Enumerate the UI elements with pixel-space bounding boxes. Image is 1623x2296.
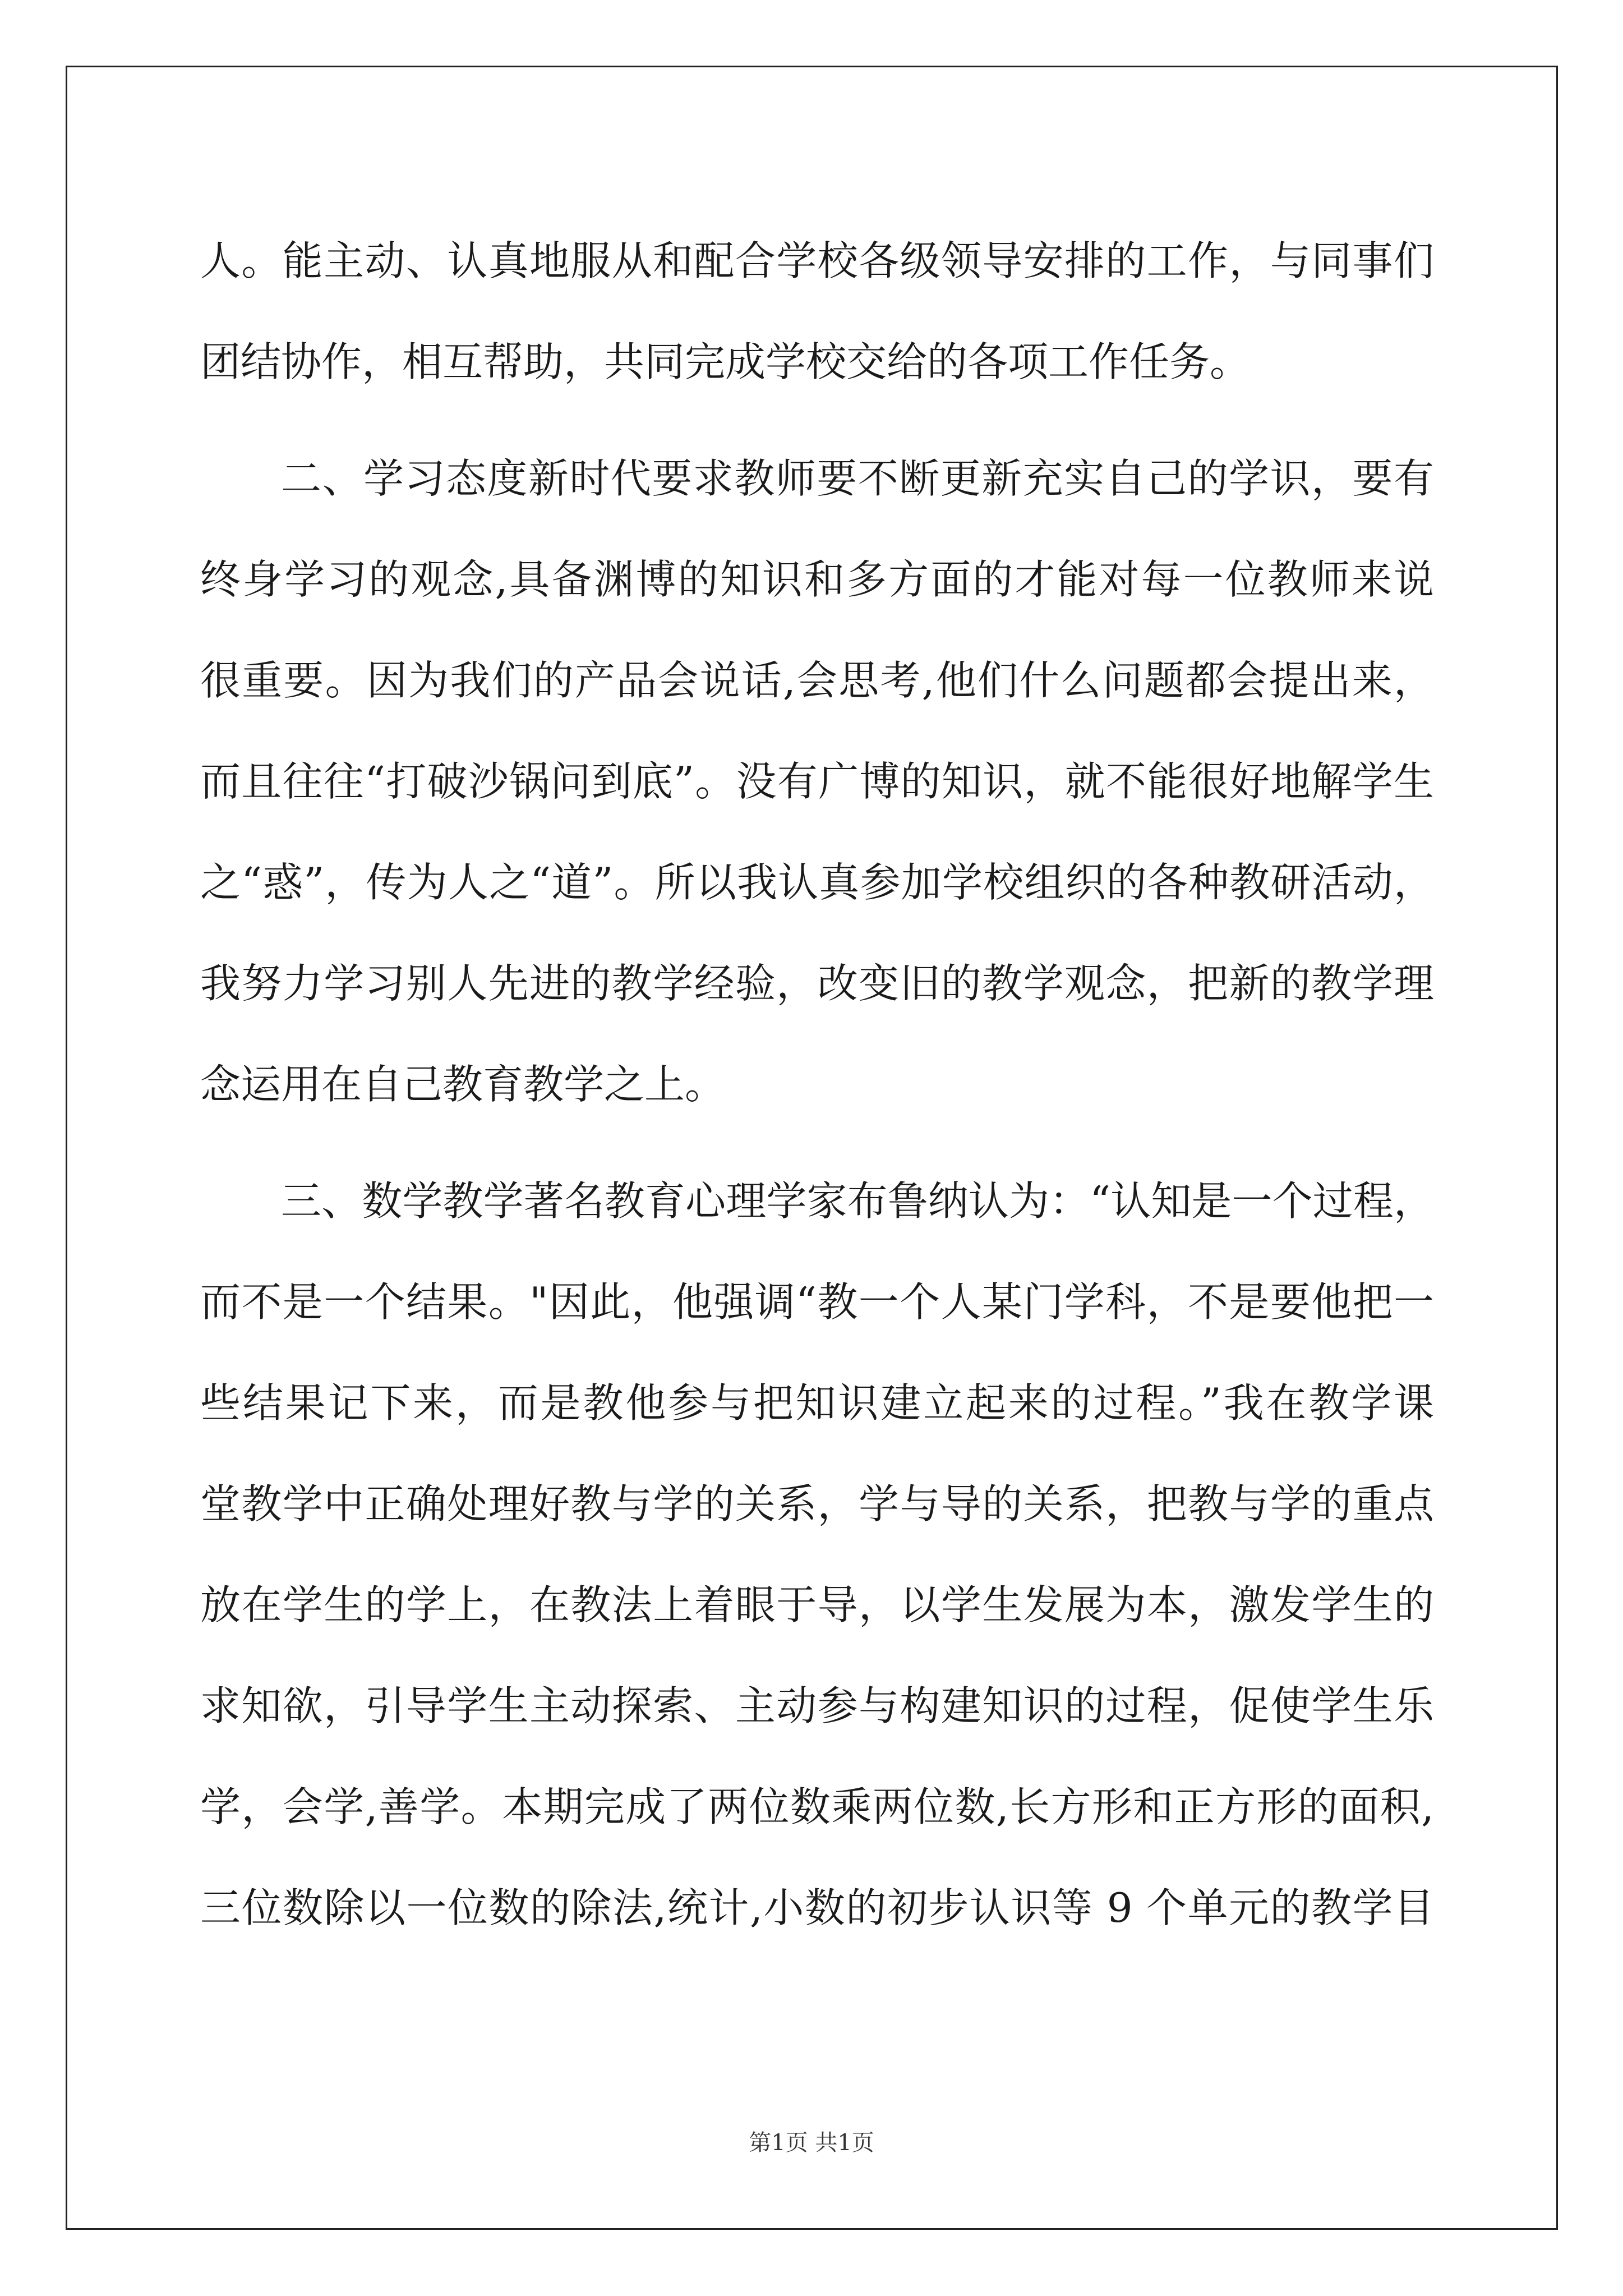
text-line: 念运用在自己教育教学之上。: [200, 1061, 726, 1108]
text-line: 而且往往“打破沙锅问到底”。没有广博的知识，就不能很好地解学生: [200, 758, 1434, 805]
page-number-footer: 第1页 共1页: [749, 2130, 874, 2156]
text-line: 之“惑”，传为人之“道”。所以我认真参加学校组织的各种教研活动，: [200, 859, 1434, 906]
text-line: 人。能主动、认真地服从和配合学校各级领导安排的工作，与同事们: [200, 237, 1434, 284]
text-line: 学，会学,善学。本期完成了两位数乘两位数,长方形和正方形的面积,: [200, 1783, 1434, 1830]
text-line: 而不是一个结果。"因此，他强调“教一个人某门学科，不是要他把一: [200, 1278, 1434, 1326]
text-line: 放在学生的学上，在教法上着眼于导，以学生发展为本，激发学生的: [200, 1581, 1434, 1628]
text-line: 些结果记下来，而是教他参与把知识建立起来的过程。”我在教学课: [200, 1379, 1434, 1427]
text-line: 三位数除以一位数的除法,统计,小数的初步认识等 9 个单元的教学目: [200, 1884, 1434, 1931]
text-line: 团结协作，相互帮助，共同完成学校交给的各项工作任务。: [200, 338, 1251, 385]
text-line: 堂教学中正确处理好教与学的关系，学与导的关系，把教与学的重点: [200, 1480, 1434, 1527]
text-line: 很重要。因为我们的产品会说话,会思考,他们什么问题都会提出来，: [200, 657, 1434, 704]
text-line: 三、数学教学著名教育心理学家布鲁纳认为：“认知是一个过程，: [281, 1177, 1434, 1225]
text-line: 求知欲，引导学生主动探索、主动参与构建知识的过程，促使学生乐: [200, 1682, 1434, 1729]
text-line: 我努力学习别人先进的教学经验，改变旧的教学观念，把新的教学理: [200, 960, 1434, 1007]
text-line: 终身学习的观念,具备渊博的知识和多方面的才能对每一位教师来说: [200, 556, 1434, 603]
document-body: [200, 210, 1434, 1958]
text-line: 二、学习态度新时代要求教师要不断更新充实自己的学识，要有: [281, 455, 1434, 502]
